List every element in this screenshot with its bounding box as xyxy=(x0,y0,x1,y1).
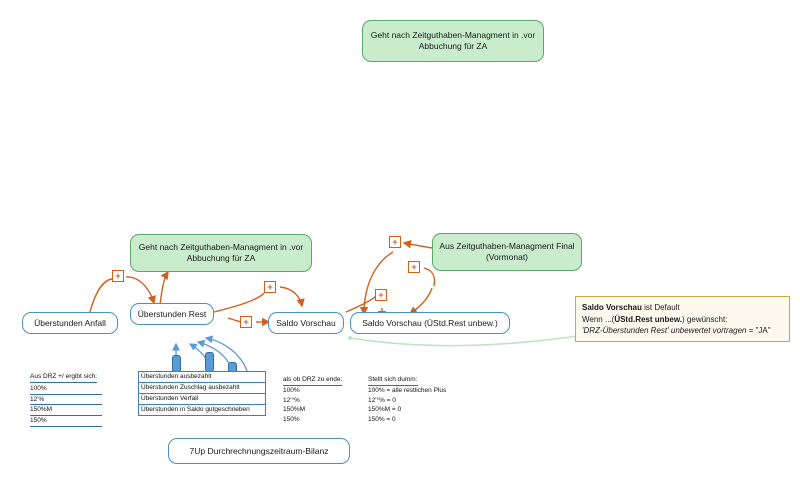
node-label: 7Up Durchrechnungszeitraum-Bilanz xyxy=(189,446,329,456)
note-text: Wenn ...( xyxy=(582,314,615,324)
node-label: Überstunden Anfall xyxy=(34,317,106,328)
badge-label: + xyxy=(243,317,249,327)
list-header: Aus DRZ +/ ergibt sich: xyxy=(30,372,97,383)
list-row: 150% xyxy=(283,416,300,423)
note-text: ist Default xyxy=(641,303,680,312)
node-label: Geht nach Zeitguthaben-Managment in .vor Abbuchung für ZA xyxy=(138,242,304,263)
badge-plus-saldo-in[interactable] xyxy=(240,316,252,328)
list-row: 100% xyxy=(30,384,102,395)
list-header: als ob DRZ zu ende: xyxy=(283,375,342,386)
list-ueberstunden-optionen xyxy=(138,371,266,416)
list-als-ob-drz xyxy=(283,375,342,425)
list-row[interactable]: Überstunden ausbezahlt xyxy=(138,371,266,382)
list-row[interactable]: Überstunden Zuschlag ausbezahlt xyxy=(138,382,266,393)
list-header: Stellt sich dumm: xyxy=(368,375,418,386)
list-row: 12'% xyxy=(30,395,102,406)
badge-label: + xyxy=(267,282,273,292)
note-text: = "JA" xyxy=(746,326,771,336)
list-row: 150%M xyxy=(283,406,306,414)
badge-label: + xyxy=(378,290,384,300)
badge-label: + xyxy=(392,237,398,247)
list-row: 150%M xyxy=(30,405,102,416)
node-drz-bilanz[interactable] xyxy=(168,438,350,464)
node-ueberstunden-anfall[interactable] xyxy=(22,312,118,334)
badge-plus-final-mid[interactable] xyxy=(408,261,420,273)
note-bold-term: Saldo Vorschau xyxy=(582,303,642,312)
list-aus-drz xyxy=(30,372,102,427)
note-saldo-vorschau-default xyxy=(575,296,790,342)
node-saldo-vorschau-unbewertet[interactable] xyxy=(350,312,510,334)
note-line-3 xyxy=(582,325,783,337)
badge-label: + xyxy=(411,262,417,272)
list-row[interactable]: Überstunden Verfall xyxy=(138,393,266,404)
list-stellt-sich-dumm xyxy=(368,375,446,425)
list-row: 12'°% = 0 xyxy=(368,396,396,404)
list-row: 150%M = 0 xyxy=(368,406,402,414)
node-geht-nach-mid[interactable] xyxy=(130,234,312,272)
note-bold-term: ÜStd.Rest unbew. xyxy=(614,314,683,324)
list-row: 100% = alle restlichen Plus xyxy=(368,386,447,394)
badge-label: + xyxy=(115,271,121,281)
node-label: Saldo Vorschau xyxy=(276,317,336,328)
node-geht-nach-top[interactable] xyxy=(362,20,544,62)
badge-plus-final-left[interactable] xyxy=(389,236,401,248)
node-label: Geht nach Zeitguthaben-Managment in .vor Abbuchung für ZA xyxy=(370,30,536,51)
list-row: 150% xyxy=(30,416,102,427)
node-label: Saldo Vorschau (ÜStd.Rest unbew.) xyxy=(362,317,498,328)
node-aus-zeitguthaben-final[interactable] xyxy=(432,233,582,271)
list-row: 12'°% xyxy=(283,396,300,404)
node-label: Aus Zeitguthaben-Managment Final (Vormonat) xyxy=(439,241,575,262)
badge-plus-unbew-top[interactable] xyxy=(375,289,387,301)
list-row: 100% xyxy=(283,386,300,394)
note-italic-term: 'DRZ-Überstunden Rest' unbewertet vortragen xyxy=(582,326,747,336)
badge-plus-rest-right[interactable] xyxy=(264,281,276,293)
note-text: ) gewünscht: xyxy=(682,314,728,324)
list-row: 150% = 0 xyxy=(368,416,396,423)
node-label: Überstunden Rest xyxy=(137,308,207,319)
node-saldo-vorschau[interactable] xyxy=(268,312,344,334)
note-line-1 xyxy=(582,302,783,314)
node-ueberstunden-rest[interactable] xyxy=(130,303,214,325)
marker-pill-2 xyxy=(205,352,214,372)
list-row[interactable]: Überstunden in Saldo gutgeschrieben xyxy=(138,404,266,416)
note-line-2 xyxy=(582,314,783,326)
badge-plus-anfall-rest[interactable] xyxy=(112,270,124,282)
